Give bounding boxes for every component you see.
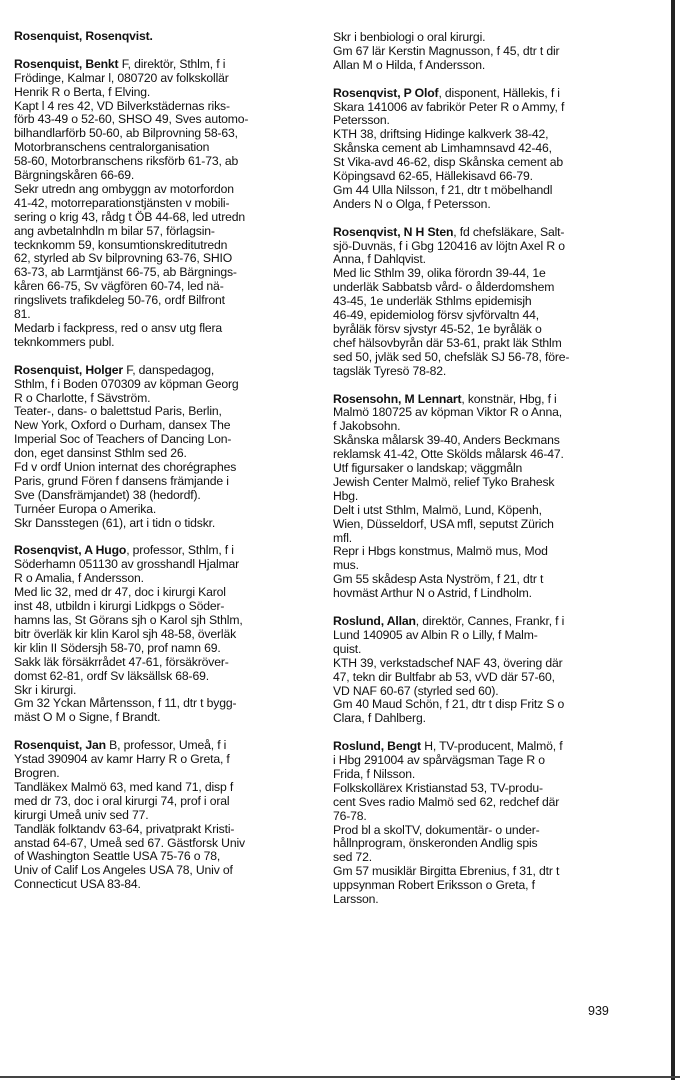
entry-line: [333, 393, 633, 407]
entry-line: [333, 323, 633, 337]
entry-line: [14, 517, 314, 531]
entry-line: [14, 823, 314, 837]
entry-line: [333, 698, 633, 712]
entry-text: Univ of Calif Los Angeles USA 78, Univ of: [14, 863, 233, 878]
entry-text: Gm 57 musiklär Birgitta Ebrenius, f 31, dtr t: [333, 864, 560, 879]
entry-text: Delt i utst Sthlm, Malmö, Lund, Köpenh,: [333, 502, 542, 517]
entry-text: Skr Dansstegen (61), art i tidn o tidskr.: [14, 515, 216, 530]
entry-text: KTH 38, driftsing Hidinge kalkverk 38-42,: [333, 127, 549, 142]
entry-text: kir klin II Södersjh 58-70, prof namn 69.: [14, 640, 221, 655]
entry-text: 46-49, epidemiolog försv sjvförvaltn 44,: [333, 308, 540, 323]
entry-text: F, danspedagog,: [123, 362, 215, 377]
entry-text: kirurgi Umeå univ sed 77.: [14, 807, 149, 822]
entry-line: [333, 434, 633, 448]
entry-line: [333, 184, 633, 198]
entry-text: Köpingsavd 62-65, Hällekisavd 66-79.: [333, 169, 533, 184]
entry-text: B, professor, Umeå, f i: [105, 738, 227, 753]
entry-line: [333, 643, 633, 657]
entry-text: Wien, Düsseldorf, USA mfl, seputst Zürich: [333, 516, 554, 531]
entry-line: [14, 572, 314, 586]
entry-text: Med lic 32, med dr 47, doc i kirurgi Karol: [14, 585, 226, 600]
entry-name: Rosenquist, Jan: [14, 738, 106, 753]
entry-line: [333, 462, 633, 476]
entry-text: Folkskollärex Kristianstad 53, TV-produ-: [333, 780, 543, 795]
entry-line: [14, 697, 314, 711]
entry-line: [333, 59, 633, 73]
entry-text: Gm 55 skådesp Asta Nyström, f 21, dtr t: [333, 572, 544, 587]
entry-line: [14, 364, 314, 378]
entry-line: [333, 253, 633, 267]
entry-line: [14, 670, 314, 684]
entry-text: hamns las, St Görans sjh o Karol sjh Sthlm,: [14, 613, 243, 628]
entry-line: [14, 878, 314, 892]
entry-name: Rosenqvist, N H Sten: [333, 224, 454, 239]
entry-line: [333, 532, 633, 546]
entry-text: ringslivets trafikdeleg 50-76, ordf Bilfront: [14, 293, 225, 308]
entry-text: Motorbranschens centralorganisation: [14, 140, 210, 155]
entry-text: anstad 64-67, Umeå sed 67. Gästforsk Univ: [14, 835, 245, 850]
entry-line: [14, 280, 314, 294]
entry-text: Anna, f Dahlqvist.: [333, 252, 426, 267]
entry-text: Jewish Center Malmö, relief Tyko Brahesk: [333, 474, 555, 489]
biography-entry: [14, 58, 314, 350]
entry-text: Medarb i fackpress, red o ansv utg flera: [14, 321, 223, 336]
entry-line: [333, 851, 633, 865]
entry-text: , direktör, Cannes, Frankr, f i: [415, 614, 565, 628]
entry-line: [333, 573, 633, 587]
section-header: Rosenquist, Rosenqvist.: [14, 29, 153, 43]
entry-text: VD NAF 60-67 (styrled sed 60).: [333, 683, 499, 698]
entry-line: [333, 629, 633, 643]
entry-text: H, TV-producent, Malmö, f: [420, 739, 563, 754]
entry-line: [14, 739, 314, 753]
entry-text: , konstnär, Hbg, f i: [461, 391, 557, 406]
entry-line: [333, 476, 633, 490]
entry-line: [14, 322, 314, 336]
entry-text: hovmäst Arthur N o Astrid, f Lindholm.: [333, 586, 532, 601]
entry-text: Sekr utredn ang ombyggn av motorfordon: [14, 181, 234, 196]
entry-line: [333, 657, 633, 671]
biography-entry: [333, 740, 633, 907]
entry-text: , disponent, Hällekis, f i: [438, 85, 560, 100]
entry-line: [333, 685, 633, 699]
entry-text: Gm 40 Maud Schön, f 21, dtr t disp Fritz S o: [333, 697, 565, 712]
entry-line: [333, 559, 633, 573]
entry-text: Hbg.: [333, 488, 359, 503]
page-edge-bottom: [0, 1076, 680, 1078]
right-entry-list: [333, 31, 633, 907]
entry-text: 58-60, Motorbranschens riksförb 61-73, ab: [14, 154, 239, 169]
entry-text: 41-42, motorreparationstjänsten v mobili-: [14, 195, 230, 210]
entry-line: [333, 365, 633, 379]
entry-text: sed 50, jvläk sed 50, chefsläk SJ 56-78, före-: [333, 349, 570, 364]
entry-line: [14, 503, 314, 517]
entry-text: Henrik R o Berta, f Elving.: [14, 84, 151, 99]
entry-line: [333, 101, 633, 115]
entry-line: [333, 45, 633, 59]
entry-text: 43-45, 1e underläk Sthlms epidemisjh: [333, 294, 532, 309]
entry-text: Brogren.: [14, 765, 60, 780]
entry-text: Gm 32 Yckan Mårtensson, f 11, dtr t bygg-: [14, 696, 237, 711]
entry-line: [14, 225, 314, 239]
entry-line: [14, 656, 314, 670]
entry-line: [333, 490, 633, 504]
biography-entry: [333, 31, 633, 73]
entry-line: [14, 558, 314, 572]
entry-text: Gm 67 lär Kerstin Magnusson, f 45, dtr t dir: [333, 43, 560, 58]
entry-line: [14, 795, 314, 809]
page-edge-right: [671, 0, 675, 1080]
entry-text: Repr i Hbgs konstmus, Malmö mus, Mod: [333, 544, 548, 559]
entry-text: sjö-Duvnäs, f i Gbg 120416 av löjtn Axel R o: [333, 238, 565, 253]
entry-text: Skånska cement ab Limhamnsavd 42-46,: [333, 141, 552, 156]
entry-line: [14, 336, 314, 350]
entry-line: [333, 587, 633, 601]
entry-text: Allan M o Hilda, f Andersson.: [333, 57, 486, 72]
biography-entry: [333, 87, 633, 212]
entry-text: New York, Oxford o Durham, dansex The: [14, 418, 231, 433]
entry-text: cent Sves radio Malmö sed 62, redchef där: [333, 794, 560, 809]
entry-text: Imperial Soc of Teachers of Dancing Lon-: [14, 432, 232, 447]
entry-line: [333, 671, 633, 685]
entry-text: ang avbetalnhdln m bilar 57, förlagsin-: [14, 223, 215, 238]
entry-name: Roslund, Allan: [333, 614, 416, 628]
entry-line: [14, 419, 314, 433]
entry-line: [14, 809, 314, 823]
entry-text: Med lic Sthlm 39, olika förordn 39-44, 1e: [333, 266, 546, 281]
entry-text: Utf figursaker o landskap; väggmåln: [333, 461, 523, 476]
entry-line: [14, 753, 314, 767]
entry-line: [333, 309, 633, 323]
entry-line: [333, 406, 633, 420]
left-column: [14, 30, 314, 906]
entry-text: Skr i kirurgi.: [14, 682, 77, 697]
biography-entry: [14, 364, 314, 531]
entry-text: Sthlm, f i Boden 070309 av köpman Georg: [14, 376, 239, 391]
entry-line: [333, 518, 633, 532]
entry-text: Fd v ordf Union internat des chorégraphes: [14, 460, 237, 475]
entry-line: [14, 461, 314, 475]
entry-text: KTH 39, verkstadschef NAF 43, övering där: [333, 655, 563, 670]
entry-text: F, direktör, Sthlm, f i: [118, 56, 226, 71]
entry-line: [333, 156, 633, 170]
entry-text: Petersson.: [333, 113, 390, 128]
biography-entry: [333, 226, 633, 379]
entry-line: [14, 864, 314, 878]
entry-line: [14, 141, 314, 155]
entry-line: [333, 754, 633, 768]
entry-text: Tandläk folktandv 63-64, privatprakt Kristi-: [14, 821, 235, 836]
biography-entry: [14, 739, 314, 892]
entry-text: Tandläkex Malmö 63, med kand 71, disp f: [14, 779, 234, 794]
entry-line: [14, 308, 314, 322]
entry-text: Ystad 390904 av kamr Harry R o Greta, f: [14, 752, 230, 767]
entry-text: inst 48, utbildn i kirurgi Lidkpgs o Söder-: [14, 599, 225, 614]
entry-text: bitr överläk kir klin Karol sjh 48-58, överläk: [14, 626, 237, 641]
entry-line: [14, 86, 314, 100]
entry-line: [333, 545, 633, 559]
biography-entry: [14, 544, 314, 725]
entry-text: don, eget dansinst Sthlm sed 26.: [14, 446, 187, 461]
entry-line: [333, 824, 633, 838]
entry-line: [333, 295, 633, 309]
entry-text: Skånska målarsk 39-40, Anders Beckmans: [333, 433, 560, 448]
entry-line: [14, 100, 314, 114]
entry-text: Turnéer Europa o Amerika.: [14, 501, 157, 516]
entry-line: [333, 170, 633, 184]
entry-line: [14, 155, 314, 169]
entry-text: f Jakobsohn.: [333, 419, 401, 434]
entry-text: tagsläk Tyresö 78-82.: [333, 363, 447, 378]
entry-line: [14, 628, 314, 642]
entry-text: , professor, Sthlm, f i: [126, 543, 234, 558]
entry-line: [333, 128, 633, 142]
entry-line: [14, 239, 314, 253]
entry-line: [14, 586, 314, 600]
entry-text: Skara 141006 av fabrikör Peter R o Ammy, f: [333, 99, 565, 114]
entry-line: [333, 837, 633, 851]
entry-text: Sve (Dansfrämjandet) 38 (hedordf).: [14, 487, 201, 502]
entry-text: Bärgningskåren 66-69.: [14, 168, 135, 183]
entry-text: hållnprogram, önskeronden Andlig spis: [333, 836, 538, 851]
entry-name: Rosenqvist, P Olof: [333, 85, 439, 100]
entry-line: [14, 475, 314, 489]
entry-line: [333, 240, 633, 254]
entry-text: i Hbg 291004 av spårvägsman Tage R o: [333, 753, 545, 768]
entry-line: [333, 87, 633, 101]
entry-line: [14, 600, 314, 614]
entry-text: uppsynman Robert Eriksson o Greta, f: [333, 878, 535, 893]
entry-line: [333, 420, 633, 434]
entry-text: of Washington Seattle USA 75-76 o 78,: [14, 849, 221, 864]
entry-line: [14, 266, 314, 280]
entry-line: [14, 544, 314, 558]
entry-line: [333, 142, 633, 156]
entry-text: Sakk läk försäkrrådet 47-61, försäkröver-: [14, 654, 229, 669]
entry-text: 63-73, ab Larmtjänst 66-75, ab Bärgnings-: [14, 265, 237, 280]
entry-text: domst 62-81, ordf Sv läksällsk 68-69.: [14, 668, 209, 683]
entry-line: [333, 226, 633, 240]
entry-line: [14, 378, 314, 392]
entry-text: , fd chefsläkare, Salt-: [453, 224, 565, 239]
entry-text: sed 72.: [333, 850, 372, 865]
entry-line: [14, 169, 314, 183]
entry-text: 76-78.: [333, 808, 367, 823]
entry-line: [14, 72, 314, 86]
entry-text: R o Charlotte, f Sävström.: [14, 390, 151, 405]
entry-line: [14, 433, 314, 447]
entry-text: St Vika-avd 46-62, disp Skånska cement ab: [333, 155, 564, 170]
entry-text: Malmö 180725 av köpman Viktor R o Anna,: [333, 405, 563, 420]
right-column: [333, 31, 633, 921]
entry-line: [14, 711, 314, 725]
entry-text: mäst O M o Signe, f Brandt.: [14, 710, 161, 725]
entry-name: Roslund, Bengt: [333, 739, 421, 754]
entry-text: Gm 44 Ulla Nilsson, f 21, dtr t möbelhandl: [333, 182, 553, 197]
entry-text: förb 43-49 o 52-60, SHSO 49, Sves automo-: [14, 112, 249, 127]
entry-line: [14, 767, 314, 781]
entry-line: [333, 198, 633, 212]
entry-line: [333, 893, 633, 907]
entry-text: sering o krig 43, rådg t ÖB 44-68, led utredn: [14, 209, 246, 224]
entry-text: Larsson.: [333, 892, 379, 907]
biography-entry: [333, 393, 633, 602]
entry-line: [14, 127, 314, 141]
biography-entry: [333, 615, 633, 726]
entry-line: [333, 782, 633, 796]
entry-text: R o Amalia, f Andersson.: [14, 571, 144, 586]
entry-line: [14, 211, 314, 225]
entry-name: Rosenquist, Benkt: [14, 56, 119, 71]
entry-text: Connecticut USA 83-84.: [14, 877, 141, 892]
entry-text: 81.: [14, 307, 31, 322]
entry-line: [14, 392, 314, 406]
entry-text: mus.: [333, 558, 359, 573]
entry-line: [14, 252, 314, 266]
entry-text: Lund 140905 av Albin R o Lilly, f Malm-: [333, 627, 538, 642]
entry-text: Teater-, dans- o balettstud Paris, Berlin,: [14, 404, 222, 419]
entry-line: [14, 183, 314, 197]
entry-line: [14, 405, 314, 419]
entry-line: [14, 58, 314, 72]
entry-text: quist.: [333, 641, 362, 656]
entry-text: Frida, f Nilsson.: [333, 766, 416, 781]
entry-line: [14, 614, 314, 628]
entry-text: med dr 73, doc i oral kirurgi 74, prof i oral: [14, 793, 230, 808]
entry-text: chef hälsovbyrån där 53-61, prakt läk Sthlm: [333, 335, 562, 350]
entry-text: Frödinge, Kalmar l, 080720 av folkskollär: [14, 70, 229, 85]
entry-line: [333, 879, 633, 893]
left-entry-list: [14, 58, 314, 892]
entry-text: Prod bl a skolTV, dokumentär- o under-: [333, 822, 540, 837]
entry-line: [14, 113, 314, 127]
entry-line: [333, 267, 633, 281]
entry-text: reklamsk 41-42, Otte Skölds målarsk 46-47.: [333, 447, 564, 462]
entry-line: [333, 796, 633, 810]
entry-line: [333, 31, 633, 45]
entry-line: [14, 781, 314, 795]
entry-line: [14, 197, 314, 211]
entry-text: Söderhamn 051130 av grosshandl Hjalmar: [14, 557, 240, 572]
entry-text: mfl.: [333, 530, 353, 545]
entry-line: [14, 850, 314, 864]
entry-line: [333, 448, 633, 462]
entry-text: Paris, grund Fören f dansens främjande i: [14, 473, 229, 488]
entry-line: [333, 504, 633, 518]
entry-name: Rosensohn, M Lennart: [333, 391, 462, 406]
entry-line: [333, 615, 633, 629]
entry-text: tecknkomm 59, konsumtionskreditutredn: [14, 237, 228, 252]
entry-text: Skr i benbiologi o oral kirurgi.: [333, 30, 486, 44]
entry-text: Kapt l 4 res 42, VD Bilverkstädernas riks-: [14, 98, 230, 113]
entry-text: bilhandlarförb 50-60, ab Bilprovning 58-63,: [14, 126, 238, 141]
entry-line: [14, 489, 314, 503]
entry-line: [14, 294, 314, 308]
entry-text: Clara, f Dahlberg.: [333, 711, 426, 726]
page-number: 939: [588, 1004, 609, 1018]
entry-text: byråläk försv sjvstyr 45-52, 1e byråläk o: [333, 322, 542, 336]
entry-line: [333, 865, 633, 879]
entry-line: [333, 337, 633, 351]
entry-line: [333, 114, 633, 128]
entry-line: [14, 447, 314, 461]
entry-text: teknkommers publ.: [14, 334, 115, 349]
entry-line: [333, 281, 633, 295]
entry-text: underläk Sabbatsb vård- o ålderdomshem: [333, 280, 555, 295]
entry-name: Rosenqvist, A Hugo: [14, 543, 127, 558]
entry-text: Anders N o Olga, f Petersson.: [333, 196, 491, 211]
entry-line: [333, 712, 633, 726]
entry-text: kåren 66-75, Sv vägfören 60-74, led nä-: [14, 279, 224, 294]
entry-line: [14, 837, 314, 851]
entry-line: [333, 768, 633, 782]
entry-line: [333, 740, 633, 754]
entry-line: [333, 351, 633, 365]
entry-name: Rosenquist, Holger: [14, 362, 124, 377]
entry-line: [14, 684, 314, 698]
entry-text: 62, styrled ab Sv bilprovning 63-76, SHIO: [14, 251, 233, 266]
entry-text: 47, tekn dir Bultfabr ab 53, vVD där 57-60,: [333, 669, 555, 684]
entry-line: [333, 810, 633, 824]
entry-line: [14, 642, 314, 656]
